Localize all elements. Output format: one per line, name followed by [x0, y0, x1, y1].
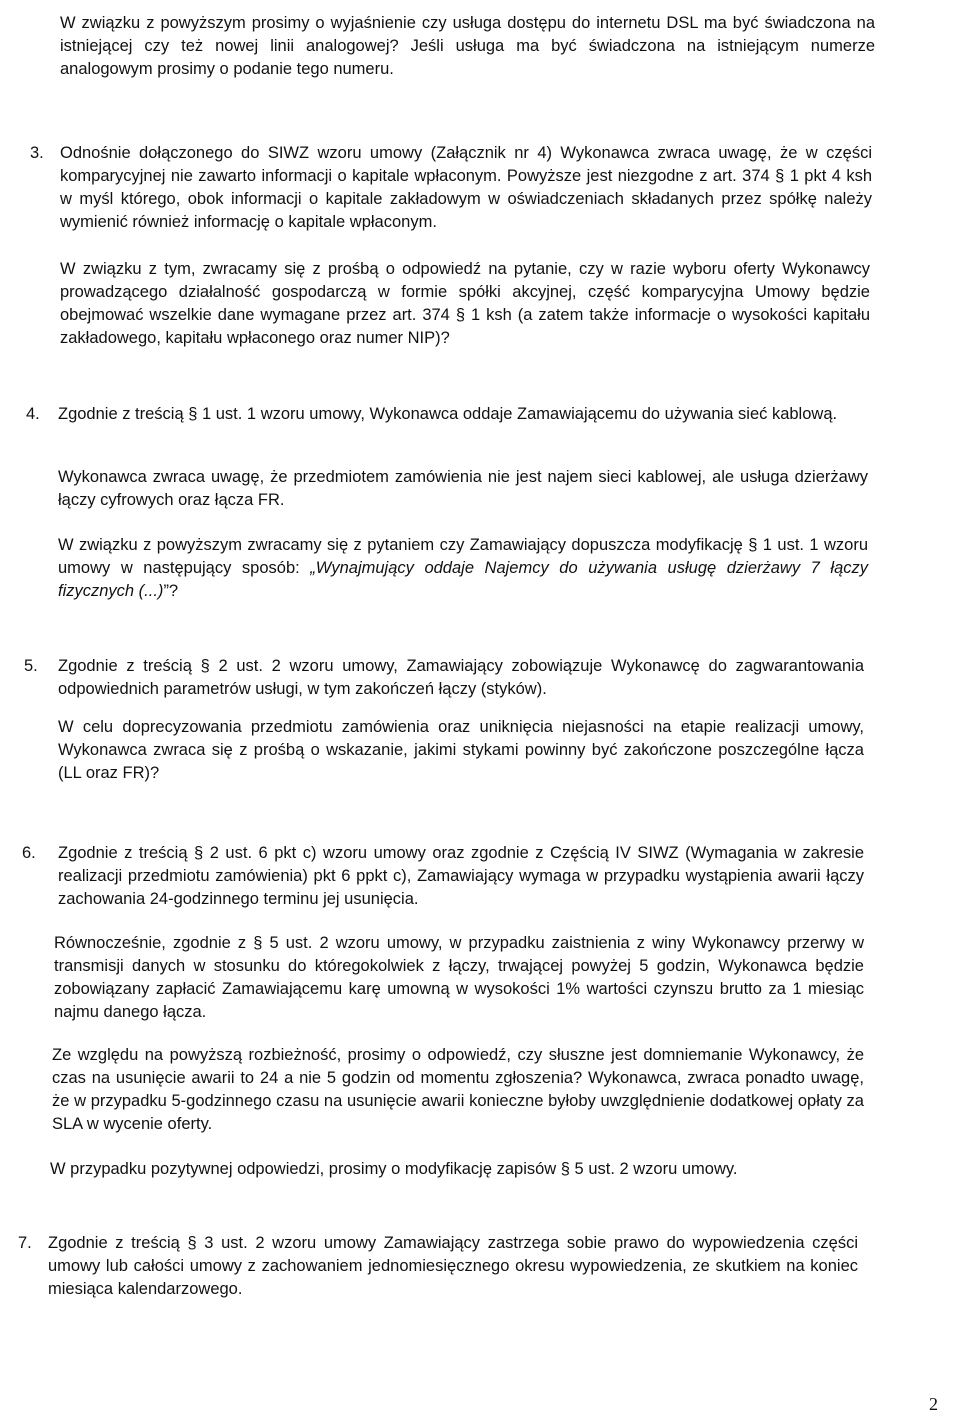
- item-4-question-text: W związku z powyższym zwracamy się z pytaniem czy Zamawiający dopuszcza modyfikację § 1 ust. 1 wzoru umowy w następujący sposób:: [58, 536, 868, 577]
- item-6-paragraph-2: Równocześnie, zgodnie z § 5 ust. 2 wzoru umowy, w przypadku zaistnienia z winy Wykonawcy przerwy w transmisji danych w stosunku do któregokolwiek z łączy, trwającej powyżej 5 godzin, Wykonawca będzie zobowiązany zapłacić Zamawiającemu karę umowną w wysokości 1% wartości czynszu brutto za 1 miesiąc najmu danego łącza.: [54, 934, 864, 1021]
- intro-paragraph: W związku z powyższym prosimy o wyjaśnienie czy usługa dostępu do internetu DSL ma być świadczona na istniejącej czy też nowej linii analogowej? Jeśli usługa ma być świadczona na istniejącym numerze analogowym prosimy o podanie tego numeru.: [60, 14, 875, 78]
- page-number: 2: [929, 1394, 938, 1414]
- item-6-paragraph-3: Ze względu na powyższą rozbieżność, prosimy o odpowiedź, czy słuszne jest domniemanie Wykonawcy, że czas na usunięcie awarii to 24 a nie 5 godzin od momentu zgłoszenia? Wykonawca, zwraca ponadto uwagę, że w przypadku 5-godzinnego czasu na usunięcie awarii konieczne byłoby uwzględnienie dodatkowej opłaty za SLA w wycenie oferty.: [52, 1046, 864, 1133]
- item-number-6: 6.: [22, 844, 36, 862]
- item-5-paragraph-2: W celu doprecyzowania przedmiotu zamówienia oraz uniknięcia niejasności na etapie realizacji umowy, Wykonawca zwraca się z prośbą o wskazanie, jakimi stykami powinny być zakończone poszczególne łącza (LL oraz FR)?: [58, 718, 864, 782]
- item-4-question-end: ”?: [163, 582, 179, 600]
- item-number-7: 7.: [18, 1234, 32, 1252]
- item-6-paragraph-4: W przypadku pozytywnej odpowiedzi, prosimy o modyfikację zapisów § 5 ust. 2 wzoru umowy.: [50, 1160, 738, 1178]
- item-3-paragraph-2: W związku z tym, zwracamy się z prośbą o odpowiedź na pytanie, czy w razie wyboru oferty Wykonawcy prowadzącego działalność gospodarczą w formie spółki akcyjnej, część komparycyjna Umowy będzie obejmować wszelkie dane wymagane przez art. 374 § 1 ksh (a zatem także informacje o wysokości kapitału zakładowego, kapitału wpłaconego oraz numer NIP)?: [60, 260, 870, 347]
- item-4-paragraph-3: [58, 534, 868, 603]
- item-4-quoted-proposal: „Wynajmujący oddaje Najemcy do używania usługę dzierżawy 7 łączy fizycznych (...): [58, 559, 868, 600]
- item-5-paragraph-1: Zgodnie z treścią § 2 ust. 2 wzoru umowy, Zamawiający zobowiązuje Wykonawcę do zagwarantowania odpowiednich parametrów usługi, w tym zakończeń łączy (styków).: [58, 657, 864, 698]
- item-number-3: 3.: [30, 144, 44, 162]
- item-number-4: 4.: [26, 405, 40, 423]
- item-number-5: 5.: [24, 657, 38, 675]
- item-4-paragraph-1: Zgodnie z treścią § 1 ust. 1 wzoru umowy, Wykonawca oddaje Zamawiającemu do używania sieć kablową.: [58, 405, 838, 423]
- item-7-paragraph-1: Zgodnie z treścią § 3 ust. 2 wzoru umowy Zamawiający zastrzega sobie prawo do wypowiedzenia części umowy lub całości umowy z zachowaniem jednomiesięcznego okresu wypowiedzenia, ze skutkiem na koniec miesiąca kalendarzowego.: [48, 1234, 858, 1298]
- item-3-paragraph-1: Odnośnie dołączonego do SIWZ wzoru umowy (Załącznik nr 4) Wykonawca zwraca uwagę, że w części komparycyjnej nie zawarto informacji o kapitale wpłaconym. Powyższe jest niezgodne z art. 374 § 1 pkt 4 ksh w myśl którego, obok informacji o kapitale zakładowym w oświadczeniach składanych przez spółkę należy wymienić również informację o kapitale wpłaconym.: [60, 144, 872, 231]
- item-4-paragraph-2: Wykonawca zwraca uwagę, że przedmiotem zamówienia nie jest najem sieci kablowej, ale usługa dzierżawy łączy cyfrowych oraz łącza FR.: [58, 468, 868, 509]
- item-6-paragraph-1: Zgodnie z treścią § 2 ust. 6 pkt c) wzoru umowy oraz zgodnie z Częścią IV SIWZ (Wymagania w zakresie realizacji przedmiotu zamówienia) pkt 6 ppkt c), Zamawiający wymaga w przypadku wystąpienia awarii łączy zachowania 24-godzinnego terminu jej usunięcia.: [58, 844, 864, 908]
